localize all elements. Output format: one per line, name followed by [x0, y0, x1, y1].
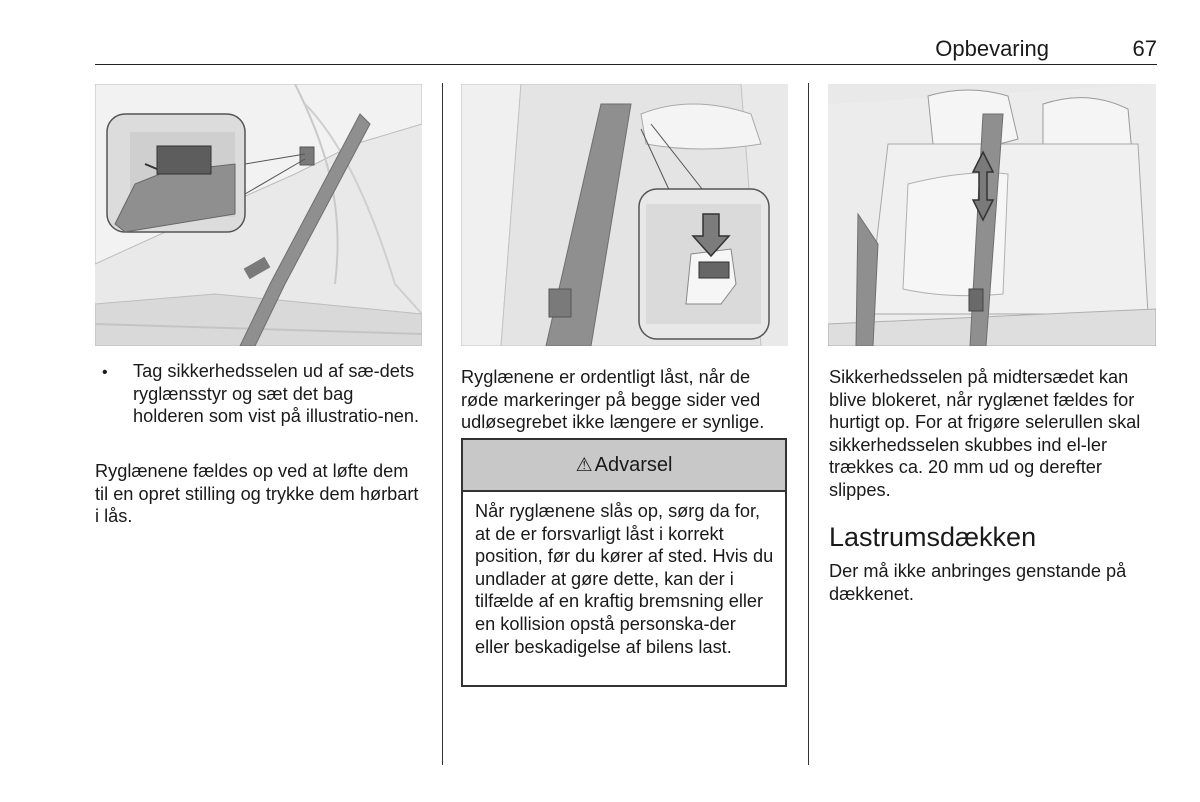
col3-paragraph [829, 366, 1159, 502]
figure-belt-guide [95, 84, 422, 346]
warning-body: Når ryglænene slås op, sørg da for, at de er forsvarligt låst i korrekt position, før du kører af sted. Hvis du undlader at gøre dette, kan der i tilfælde af en kraftig bremsning eller en kollision opstå personska-der eller beskadigelse af bilens last. [475, 501, 774, 657]
section-heading: Lastrumsdækken [829, 522, 1037, 552]
warning-header [463, 440, 785, 492]
bullet-paragraph: Tag sikkerhedsselen ud af sæ-dets ryglænsstyr og sæt det bag holderen som vist på illustratio-nen. [133, 361, 420, 427]
warning-box [461, 438, 787, 687]
figure-middle-seat-belt [828, 84, 1156, 346]
col2-paragraph [461, 366, 791, 434]
col1-paragraph [95, 460, 425, 528]
col3-heading-paragraph [829, 560, 1159, 605]
bullet-marker: • [102, 364, 108, 381]
bullet-item-text [133, 360, 423, 428]
page-number: 67 [1132, 36, 1157, 61]
paragraph-text: Sikkerhedsselen på midtersædet kan blive blokeret, når ryglænet fældes for hurtigt op. For at frigøre selerullen skal sikkerhedsselen skubbes ind el-ler trækkes ca. 20 mm ud og derefter slippes. [829, 367, 1141, 500]
paragraph-text: Ryglænene er ordentligt låst, når de røde markeringer på begge sider ved udløsegrebet ikke længere er synlige. [461, 367, 765, 433]
figure-release-lever [461, 84, 788, 346]
column-divider-2 [808, 83, 809, 765]
page-header [95, 30, 1157, 65]
section-title: Opbevaring [935, 36, 1049, 61]
warning-title: Advarsel [594, 453, 673, 476]
column-divider-1 [442, 83, 443, 765]
warning-triangle-icon: ⚠ [575, 454, 593, 476]
paragraph-text: Der må ikke anbringes genstande på dækkenet. [829, 561, 1127, 604]
paragraph-text: Ryglænene fældes op ved at løfte dem til en opret stilling og trykke dem hørbart i lås. [95, 461, 419, 527]
